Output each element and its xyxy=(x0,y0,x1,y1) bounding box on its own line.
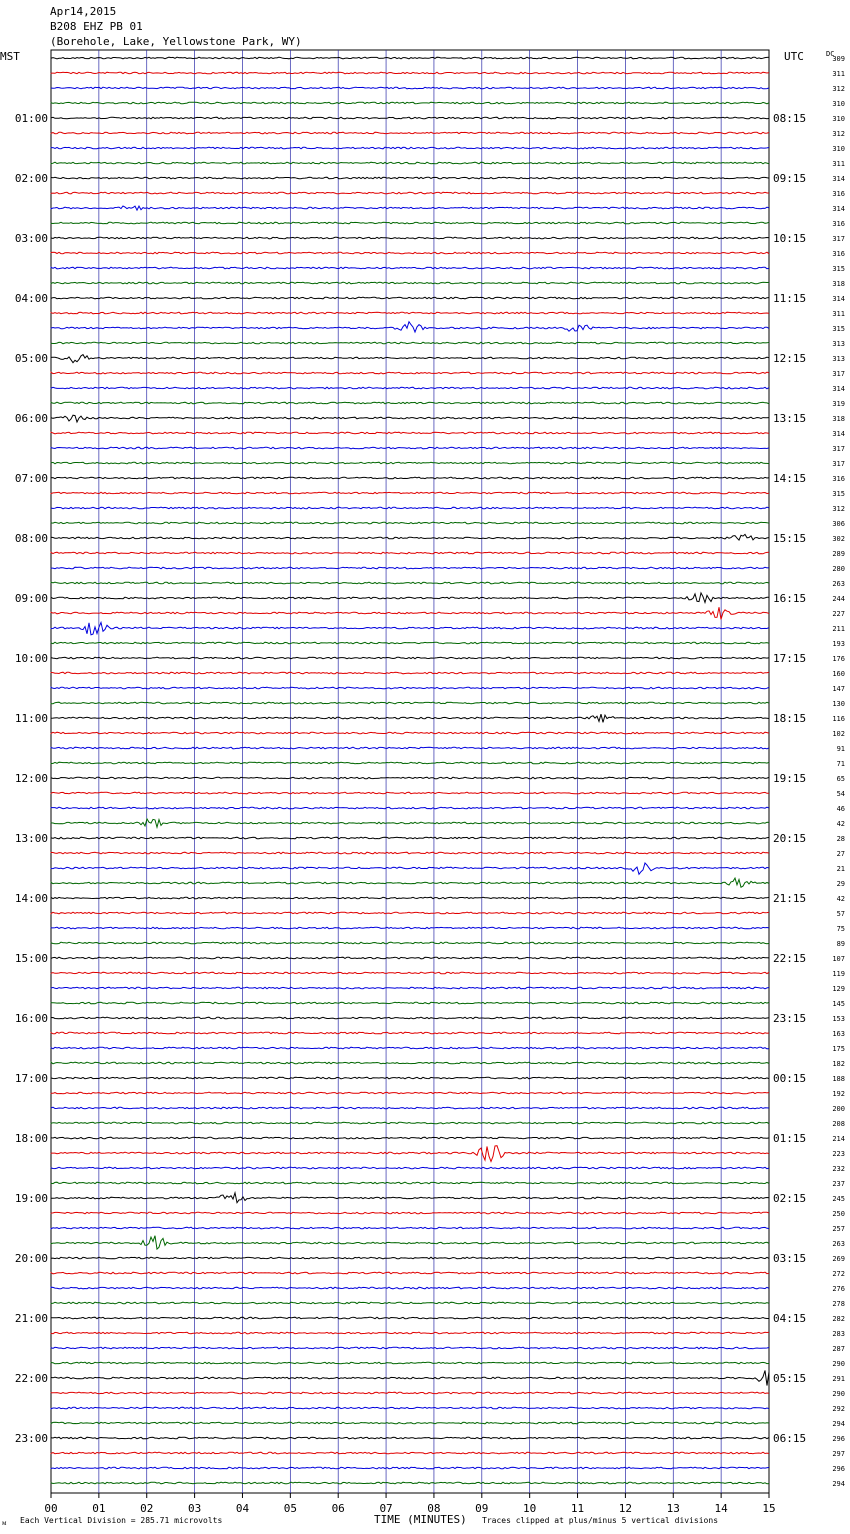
plot-frame xyxy=(51,50,769,1493)
right-hour-label: 13:15 xyxy=(773,412,807,425)
left-hour-label: 02:00 xyxy=(14,172,48,185)
seismic-trace xyxy=(51,342,769,344)
seismic-trace xyxy=(51,852,769,854)
left-hour-label: 07:00 xyxy=(14,472,48,485)
dc-offset-label: 237 xyxy=(832,1180,845,1188)
x-tick-label: 02 xyxy=(140,1502,154,1515)
dc-offset-label: 46 xyxy=(836,805,845,813)
seismic-trace xyxy=(51,607,769,619)
dc-offset-label: 314 xyxy=(832,385,845,393)
seismic-trace xyxy=(51,1062,769,1064)
dc-offset-label: 317 xyxy=(832,445,845,453)
x-tick-label: 12 xyxy=(618,1502,633,1515)
seismic-trace xyxy=(51,657,769,659)
dc-offset-label: 223 xyxy=(832,1150,845,1158)
right-hour-label: 18:15 xyxy=(773,712,807,725)
x-tick-label: 05 xyxy=(283,1502,297,1515)
right-hour-label: 16:15 xyxy=(773,592,807,605)
left-hour-label: 06:00 xyxy=(14,412,48,425)
dc-offset-label: 21 xyxy=(836,865,845,873)
seismic-trace xyxy=(51,878,769,887)
dc-offset-label: 291 xyxy=(832,1375,845,1383)
seismic-trace xyxy=(51,1347,769,1349)
dc-offset-label: 310 xyxy=(832,100,845,108)
dc-offset-label: 318 xyxy=(832,280,845,288)
dc-offset-label: 182 xyxy=(832,1060,845,1068)
seismic-trace xyxy=(51,552,769,554)
seismic-trace xyxy=(51,1107,769,1109)
dc-offset-label: 107 xyxy=(832,955,845,963)
dc-offset-label: 129 xyxy=(832,985,845,993)
seismic-trace xyxy=(51,1362,769,1364)
seismic-trace xyxy=(51,206,769,210)
dc-offset-label: 309 xyxy=(832,55,845,63)
dc-offset-label: 314 xyxy=(832,295,845,303)
x-tick-label: 14 xyxy=(714,1502,728,1515)
left-hour-label: 08:00 xyxy=(14,532,48,545)
right-hour-label: 17:15 xyxy=(773,652,807,665)
seismic-trace xyxy=(51,1017,769,1019)
seismic-trace xyxy=(51,87,769,89)
dc-offset-label: 314 xyxy=(832,205,845,213)
right-hour-label: 03:15 xyxy=(773,1252,807,1265)
left-hour-label: 22:00 xyxy=(14,1372,48,1385)
dc-offset-label: 316 xyxy=(832,190,845,198)
seismic-trace xyxy=(51,162,769,164)
right-hour-label: 19:15 xyxy=(773,772,807,785)
left-hour-label: 14:00 xyxy=(14,892,48,905)
seismic-trace xyxy=(51,237,769,239)
x-tick-label: 10 xyxy=(523,1502,537,1515)
right-hour-label: 12:15 xyxy=(773,352,807,365)
dc-offset-label: 91 xyxy=(836,745,845,753)
x-tick-label: 13 xyxy=(666,1502,680,1515)
seismic-trace xyxy=(51,522,769,524)
dc-offset-label: 102 xyxy=(832,730,845,738)
dc-offset-label: 315 xyxy=(832,490,845,498)
dc-offset-label: 163 xyxy=(832,1030,845,1038)
left-hour-label: 12:00 xyxy=(14,772,48,785)
seismic-trace xyxy=(51,1482,769,1484)
dc-offset-label: 211 xyxy=(832,625,845,633)
seismic-trace xyxy=(51,447,769,449)
dc-offset-label: 89 xyxy=(836,940,845,948)
seismic-trace xyxy=(51,1332,769,1334)
seismic-trace xyxy=(51,322,769,332)
dc-offset-label: 317 xyxy=(832,235,845,243)
left-hour-label: 15:00 xyxy=(14,952,48,965)
x-axis-label: TIME (MINUTES) xyxy=(374,1513,467,1526)
dc-offset-label: 269 xyxy=(832,1255,845,1263)
dc-offset-label: 263 xyxy=(832,580,845,588)
left-hour-label: 05:00 xyxy=(14,352,48,365)
seismic-trace xyxy=(51,582,769,584)
left-hour-label: 23:00 xyxy=(14,1432,48,1445)
seismic-trace xyxy=(51,72,769,74)
seismic-trace xyxy=(51,1467,769,1469)
dc-offset-label: 153 xyxy=(832,1015,845,1023)
header-station: B208 EHZ PB 01 xyxy=(50,20,143,33)
seismic-trace xyxy=(51,819,769,827)
seismic-trace xyxy=(51,1182,769,1184)
dc-offset-label: 257 xyxy=(832,1225,845,1233)
dc-offset-label: 306 xyxy=(832,520,845,528)
dc-offset-label: 290 xyxy=(832,1360,845,1368)
seismic-trace xyxy=(51,1227,769,1229)
seismic-trace xyxy=(51,1302,769,1304)
dc-offset-label: 42 xyxy=(836,895,845,903)
seismic-trace xyxy=(51,177,769,179)
right-hour-label: 23:15 xyxy=(773,1012,807,1025)
x-tick-label: 15 xyxy=(762,1502,776,1515)
dc-offset-label: 317 xyxy=(832,370,845,378)
right-hour-label: 00:15 xyxy=(773,1072,807,1085)
dc-offset-label: 302 xyxy=(832,535,845,543)
dc-offset-label: 290 xyxy=(832,1390,845,1398)
seismic-trace xyxy=(51,57,769,59)
left-hour-label: 17:00 xyxy=(14,1072,48,1085)
right-timezone: UTC xyxy=(784,50,804,63)
seismic-trace xyxy=(51,1272,769,1274)
dc-offset-label: 119 xyxy=(832,970,845,978)
dc-offset-label: 317 xyxy=(832,460,845,468)
left-hour-label: 10:00 xyxy=(14,652,48,665)
dc-offset-label: 313 xyxy=(832,355,845,363)
right-hour-label: 05:15 xyxy=(773,1372,807,1385)
dc-offset-label: 316 xyxy=(832,475,845,483)
seismic-trace xyxy=(51,117,769,119)
x-tick-label: 01 xyxy=(92,1502,106,1515)
seismic-trace xyxy=(51,792,769,794)
dc-offset-label: 280 xyxy=(832,565,845,573)
dc-offset-label: 316 xyxy=(832,220,845,228)
dc-offset-label: 315 xyxy=(832,265,845,273)
dc-offset-label: 200 xyxy=(832,1105,845,1113)
dc-offset-label: 75 xyxy=(836,925,845,933)
seismic-trace xyxy=(51,507,769,509)
seismic-trace xyxy=(51,147,769,149)
left-hour-label: 21:00 xyxy=(14,1312,48,1325)
x-tick-label: 06 xyxy=(331,1502,345,1515)
left-hour-label: 04:00 xyxy=(14,292,48,305)
dc-offset-label: 283 xyxy=(832,1330,845,1338)
dc-offset-label: 145 xyxy=(832,1000,845,1008)
x-tick-label: 11 xyxy=(570,1502,585,1515)
seismic-trace xyxy=(51,192,769,194)
seismic-trace xyxy=(51,972,769,974)
seismic-trace xyxy=(51,1077,769,1079)
dc-offset-label: 316 xyxy=(832,250,845,258)
seismic-trace xyxy=(51,492,769,494)
seismic-trace xyxy=(51,477,769,479)
dc-offset-label: 188 xyxy=(832,1075,845,1083)
seismic-trace xyxy=(51,1122,769,1124)
left-hour-label: 13:00 xyxy=(14,832,48,845)
seismic-trace xyxy=(51,1257,769,1259)
seismic-trace xyxy=(51,1452,769,1454)
left-timezone: MST xyxy=(0,50,20,63)
seismic-trace xyxy=(51,267,769,269)
x-tick-label: 00 xyxy=(44,1502,58,1515)
dc-offset-label: 272 xyxy=(832,1270,845,1278)
seismic-trace xyxy=(51,312,769,314)
seismic-trace xyxy=(51,1002,769,1004)
seismic-trace xyxy=(51,747,769,749)
dc-offset-label: 208 xyxy=(832,1120,845,1128)
dc-offset-label: 147 xyxy=(832,685,845,693)
dc-header-label: DC xyxy=(826,50,835,58)
right-hour-label: 02:15 xyxy=(773,1192,807,1205)
seismic-trace xyxy=(51,714,769,722)
seismic-trace xyxy=(51,355,769,363)
seismic-trace xyxy=(51,252,769,254)
right-hour-label: 08:15 xyxy=(773,112,807,125)
dc-offset-label: 312 xyxy=(832,85,845,93)
seismic-trace xyxy=(51,777,769,779)
right-hour-label: 20:15 xyxy=(773,832,807,845)
dc-offset-label: 160 xyxy=(832,670,845,678)
dc-offset-label: 282 xyxy=(832,1315,845,1323)
dc-offset-label: 310 xyxy=(832,145,845,153)
right-hour-label: 11:15 xyxy=(773,292,807,305)
dc-offset-label: 289 xyxy=(832,550,845,558)
right-hour-label: 14:15 xyxy=(773,472,807,485)
seismic-trace xyxy=(51,623,769,635)
seismic-trace xyxy=(51,1212,769,1214)
seismic-trace xyxy=(51,1047,769,1049)
seismic-trace xyxy=(51,462,769,464)
seismic-trace xyxy=(51,1317,769,1319)
dc-offset-label: 315 xyxy=(832,325,845,333)
dc-offset-label: 244 xyxy=(832,595,845,603)
seismic-trace xyxy=(51,372,769,374)
dc-offset-label: 311 xyxy=(832,160,845,168)
seismic-trace xyxy=(51,415,769,422)
dc-offset-label: 297 xyxy=(832,1450,845,1458)
dc-offset-label: 57 xyxy=(836,910,845,918)
x-tick-label: 08 xyxy=(427,1502,441,1515)
dc-offset-label: 65 xyxy=(836,775,845,783)
seismic-trace xyxy=(51,837,769,839)
dc-offset-label: 175 xyxy=(832,1045,845,1053)
dc-offset-label: 245 xyxy=(832,1195,845,1203)
header-location: (Borehole, Lake, Yellowstone Park, WY) xyxy=(50,35,302,48)
dc-offset-label: 287 xyxy=(832,1345,845,1353)
seismic-trace xyxy=(51,987,769,989)
seismic-trace xyxy=(51,1137,769,1139)
seismic-trace xyxy=(51,297,769,299)
seismic-trace xyxy=(51,1392,769,1394)
dc-offset-label: 294 xyxy=(832,1480,845,1488)
dc-offset-label: 276 xyxy=(832,1285,845,1293)
seismic-trace xyxy=(51,863,769,874)
x-tick-label: 04 xyxy=(235,1502,250,1515)
seismic-trace xyxy=(51,432,769,434)
dc-offset-label: 232 xyxy=(832,1165,845,1173)
left-hour-label: 16:00 xyxy=(14,1012,48,1025)
dc-offset-label: 193 xyxy=(832,640,845,648)
dc-offset-label: 71 xyxy=(836,760,845,768)
dc-offset-label: 311 xyxy=(832,70,845,78)
dc-offset-label: 312 xyxy=(832,505,845,513)
dc-offset-label: 319 xyxy=(832,400,845,408)
right-hour-label: 22:15 xyxy=(773,952,807,965)
seismic-trace xyxy=(51,1092,769,1094)
x-tick-label: 07 xyxy=(379,1502,393,1515)
left-hour-label: 19:00 xyxy=(14,1192,48,1205)
dc-offset-label: 278 xyxy=(832,1300,845,1308)
dc-offset-label: 227 xyxy=(832,610,845,618)
left-hour-label: 03:00 xyxy=(14,232,48,245)
dc-offset-label: 314 xyxy=(832,175,845,183)
left-hour-label: 20:00 xyxy=(14,1252,48,1265)
left-hour-label: 09:00 xyxy=(14,592,48,605)
seismic-trace xyxy=(51,897,769,899)
x-tick-label: 09 xyxy=(475,1502,489,1515)
dc-offset-label: 312 xyxy=(832,130,845,138)
seismic-trace xyxy=(51,1407,769,1409)
right-hour-label: 15:15 xyxy=(773,532,807,545)
seismic-trace xyxy=(51,1167,769,1169)
left-hour-label: 01:00 xyxy=(14,112,48,125)
dc-offset-label: 250 xyxy=(832,1210,845,1218)
seismic-trace xyxy=(51,1422,769,1424)
dc-offset-label: 263 xyxy=(832,1240,845,1248)
left-hour-label: 18:00 xyxy=(14,1132,48,1145)
seismic-trace xyxy=(51,534,769,540)
corner-mark: ᴍ xyxy=(2,1519,7,1527)
right-hour-label: 10:15 xyxy=(773,232,807,245)
dc-offset-label: 310 xyxy=(832,115,845,123)
seismic-trace xyxy=(51,807,769,809)
seismic-trace xyxy=(51,912,769,914)
right-hour-label: 06:15 xyxy=(773,1432,807,1445)
seismic-trace xyxy=(51,672,769,674)
seismic-trace xyxy=(51,102,769,104)
seismic-trace xyxy=(51,387,769,389)
dc-offset-label: 314 xyxy=(832,430,845,438)
seismic-trace xyxy=(51,687,769,689)
seismic-trace xyxy=(51,1287,769,1289)
right-hour-label: 21:15 xyxy=(773,892,807,905)
right-hour-label: 01:15 xyxy=(773,1132,807,1145)
header-date: Apr14,2015 xyxy=(50,5,117,18)
seismic-trace xyxy=(51,282,769,284)
dc-offset-label: 214 xyxy=(832,1135,845,1143)
dc-offset-label: 296 xyxy=(832,1435,845,1443)
dc-offset-label: 192 xyxy=(832,1090,845,1098)
seismic-trace xyxy=(51,1437,769,1439)
dc-offset-label: 296 xyxy=(832,1465,845,1473)
dc-offset-label: 176 xyxy=(832,655,845,663)
x-tick-label: 03 xyxy=(187,1502,202,1515)
seismic-trace xyxy=(51,1032,769,1034)
dc-offset-label: 313 xyxy=(832,340,845,348)
dc-offset-label: 311 xyxy=(832,310,845,318)
dc-offset-label: 116 xyxy=(832,715,845,723)
dc-offset-label: 54 xyxy=(836,790,845,798)
seismic-trace xyxy=(51,942,769,944)
seismic-trace xyxy=(51,593,769,603)
seismic-trace xyxy=(51,762,769,764)
dc-offset-label: 130 xyxy=(832,700,845,708)
seismic-trace xyxy=(51,402,769,404)
dc-offset-label: 42 xyxy=(836,820,845,828)
seismic-trace xyxy=(51,957,769,959)
left-hour-label: 11:00 xyxy=(14,712,48,725)
seismic-trace xyxy=(51,1146,769,1162)
seismic-trace xyxy=(51,732,769,734)
dc-offset-label: 318 xyxy=(832,415,845,423)
dc-offset-label: 28 xyxy=(836,835,845,843)
seismic-trace xyxy=(51,642,769,644)
seismic-trace xyxy=(51,1371,769,1386)
seismic-trace xyxy=(51,567,769,569)
right-hour-label: 09:15 xyxy=(773,172,807,185)
scale-note: Each Vertical Division = 285.71 microvolts xyxy=(20,1516,223,1525)
seismic-trace xyxy=(51,1193,769,1203)
dc-offset-label: 27 xyxy=(836,850,845,858)
seismic-trace xyxy=(51,1236,769,1249)
seismic-trace xyxy=(51,132,769,134)
dc-offset-label: 292 xyxy=(832,1405,845,1413)
right-hour-label: 04:15 xyxy=(773,1312,807,1325)
seismic-trace xyxy=(51,702,769,704)
dc-offset-label: 29 xyxy=(836,880,845,888)
seismic-trace xyxy=(51,927,769,929)
clip-note: Traces clipped at plus/minus 5 vertical divisions xyxy=(482,1516,719,1525)
seismic-trace xyxy=(51,222,769,224)
dc-offset-label: 294 xyxy=(832,1420,845,1428)
